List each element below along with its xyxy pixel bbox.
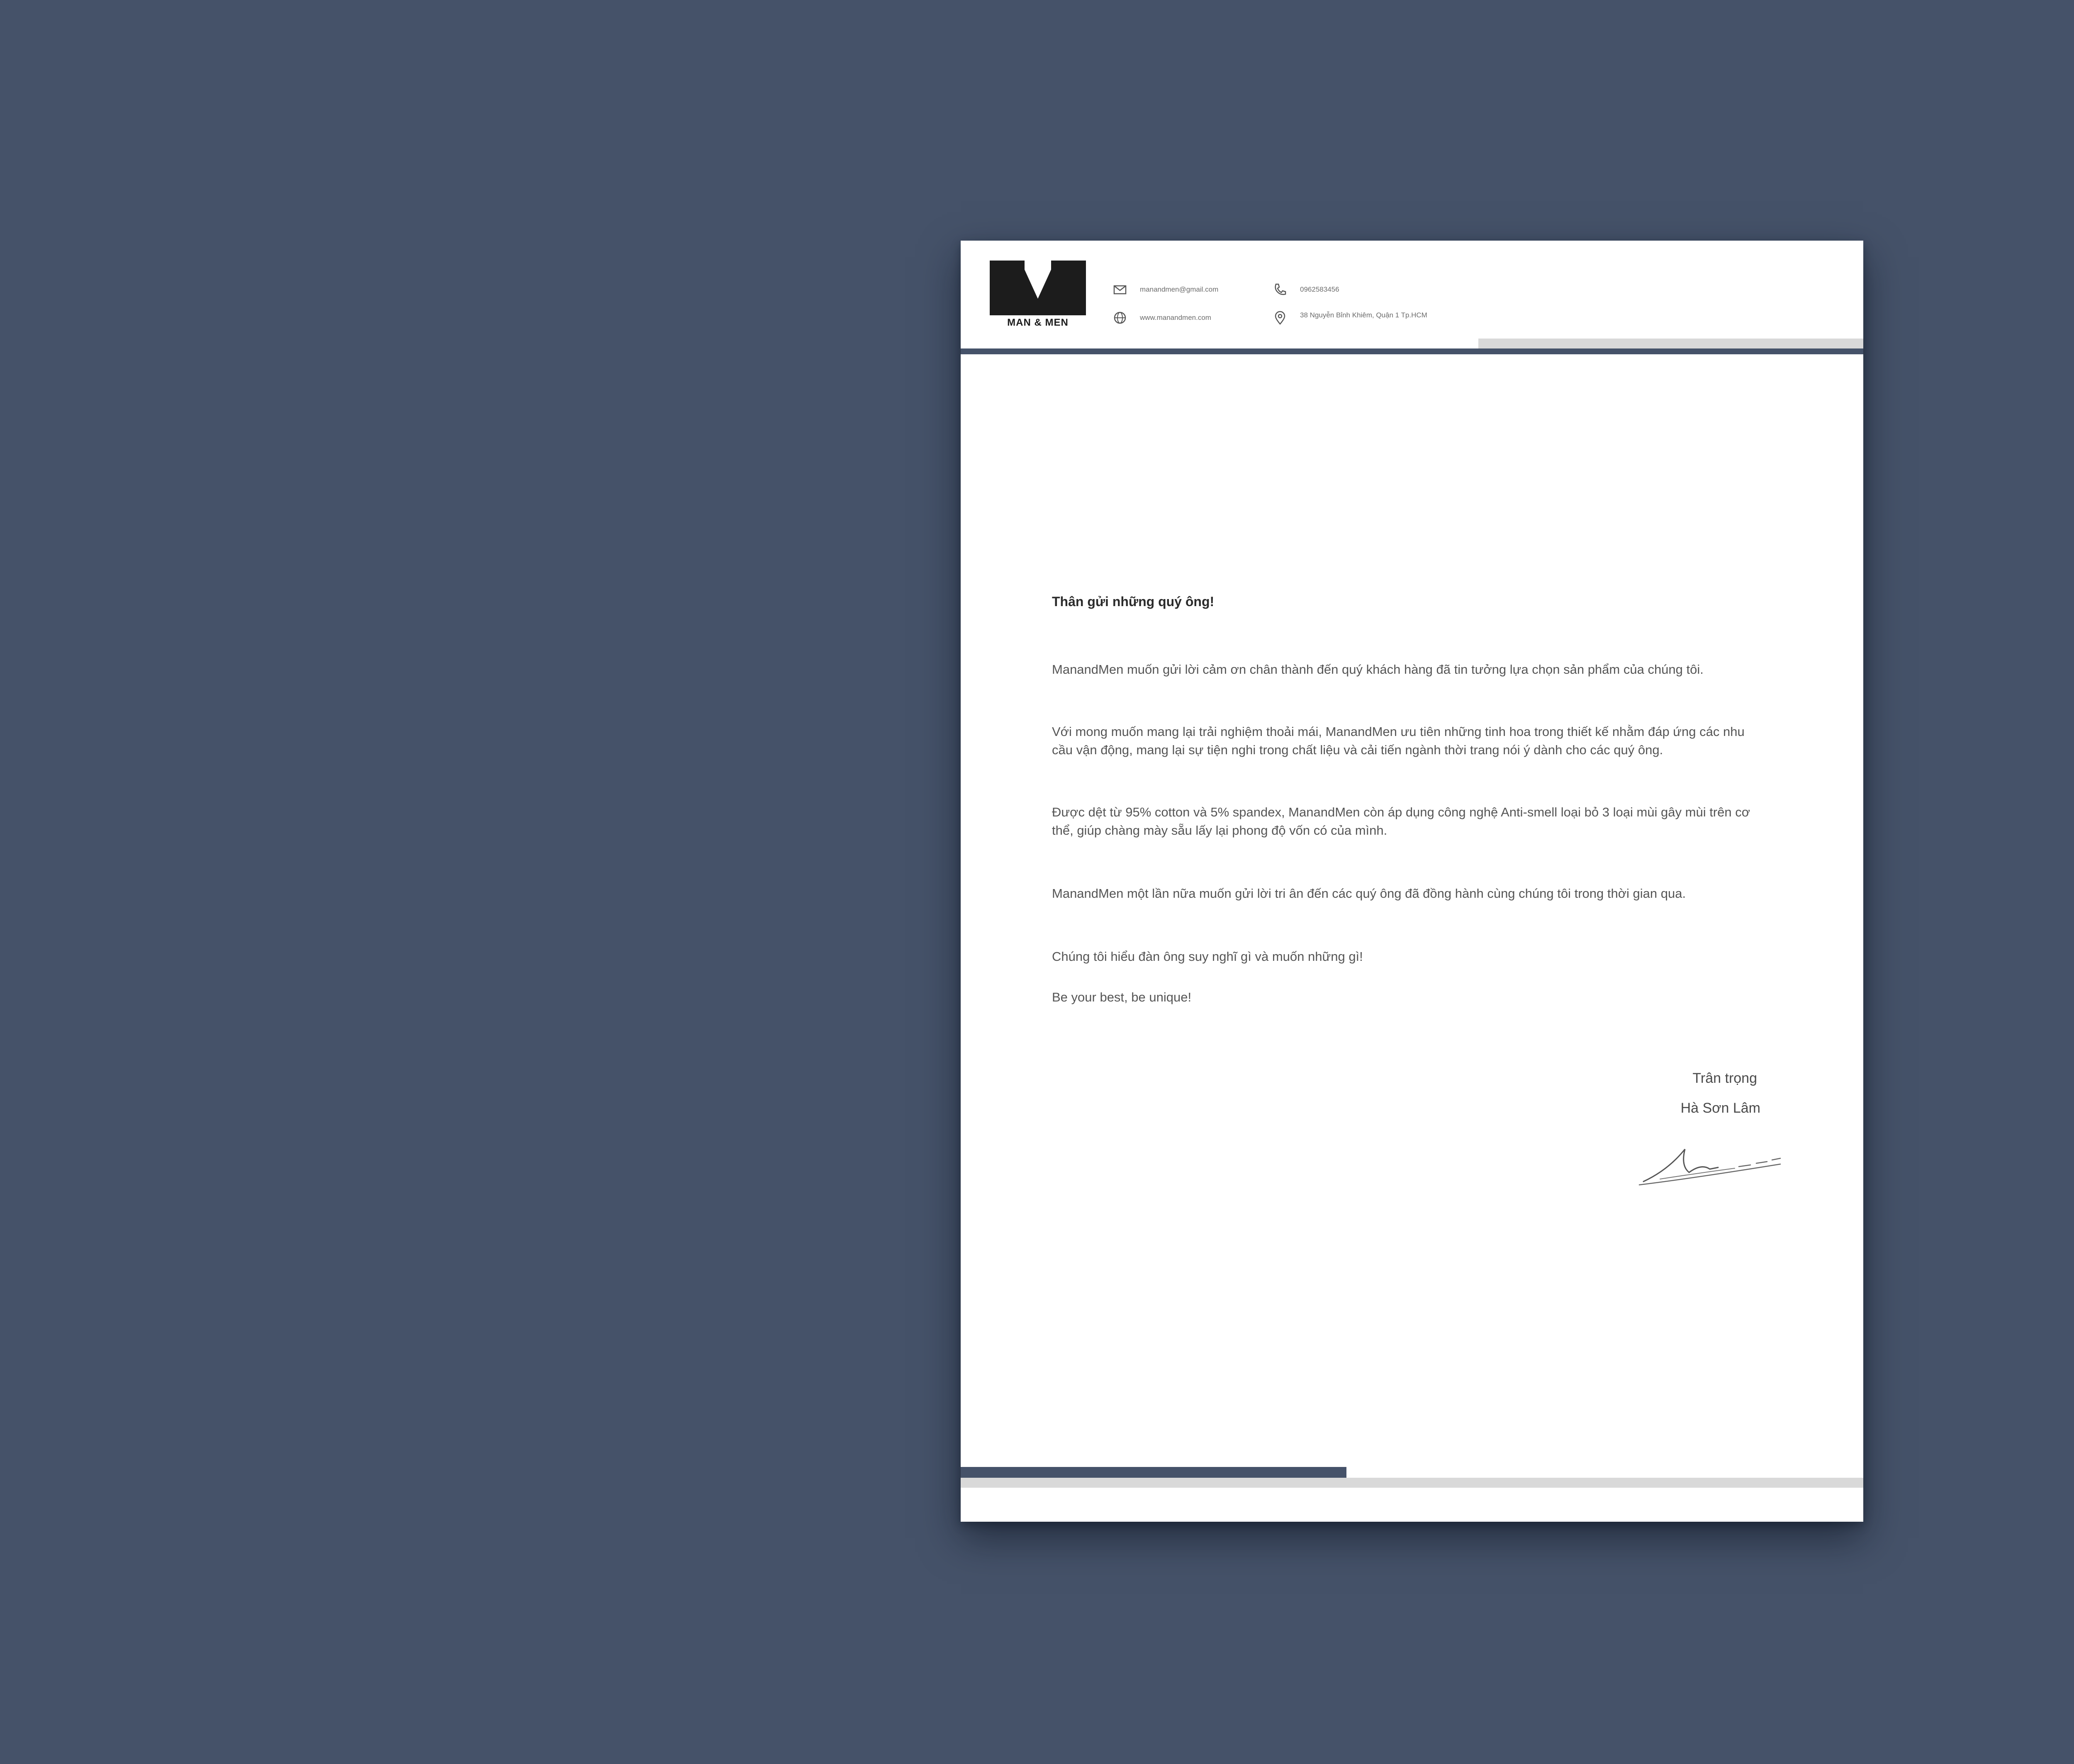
logo-m-mark [990, 261, 1086, 315]
handwritten-signature [1635, 1133, 1784, 1191]
letter-paragraph: ManandMen muốn gửi lời cảm ơn chân thành đến quý khách hàng đã tin tưởng lựa chọn sản phẩm của chúng tôi. [1052, 662, 1704, 677]
letter-paragraph: Chúng tôi hiểu đàn ông suy nghĩ gì và muốn những gì! [1052, 949, 1363, 964]
email-text: manandmen@gmail.com [1140, 285, 1219, 293]
contact-email [1112, 282, 1218, 297]
footer-gray-band [961, 1478, 1863, 1488]
letter-closing: Trân trọng [1692, 1070, 1757, 1086]
website-text: www.manandmen.com [1140, 314, 1211, 322]
location-pin-icon [1273, 310, 1288, 325]
letter-paragraph: Được dệt từ 95% cotton và 5% spandex, ManandMen còn áp dụng công nghệ Anti-smell loại bỏ 3 loại mùi gây mùi trên cơ thể, giúp chàng mày sẵu lấy lại phong độ vốn có của mình. [1052, 805, 1750, 838]
footer-navy-bar [961, 1467, 1346, 1478]
letter-signer-name: Hà Sơn Lâm [1680, 1100, 1760, 1116]
letter-greeting: Thân gửi những quý ông! [1052, 594, 1215, 609]
contact-address [1273, 310, 1441, 325]
header-gray-band [1478, 339, 1863, 348]
address-text: 38 Nguyễn Bỉnh Khiêm, Quận 1 Tp.HCM [1300, 311, 1427, 319]
mail-icon [1112, 282, 1127, 297]
contact-website [1112, 310, 1211, 325]
header-navy-rule [961, 348, 1863, 354]
letter-sheet [961, 241, 1863, 1522]
letter-paragraph: Be your best, be unique! [1052, 990, 1192, 1004]
brand-logo [989, 261, 1087, 327]
brand-name: MAN & MEN [1007, 317, 1069, 328]
phone-icon [1273, 282, 1288, 297]
contact-phone [1273, 282, 1339, 297]
phone-text: 0962583456 [1300, 285, 1339, 293]
letter-paragraph: ManandMen một lần nữa muốn gửi lời tri ân đến các quý ông đã đồng hành cùng chúng tôi trong thời gian qua. [1052, 886, 1686, 901]
globe-icon [1112, 310, 1127, 325]
letter-paragraph: Với mong muốn mang lại trải nghiệm thoải mái, ManandMen ưu tiên những tinh hoa trong thiết kế nhằm đáp ứng các nhu cầu vận động, mang lại sự tiện nghi trong chất liệu và cải tiến ngành thời trang nói ý dành cho các quý ông. [1052, 724, 1745, 757]
